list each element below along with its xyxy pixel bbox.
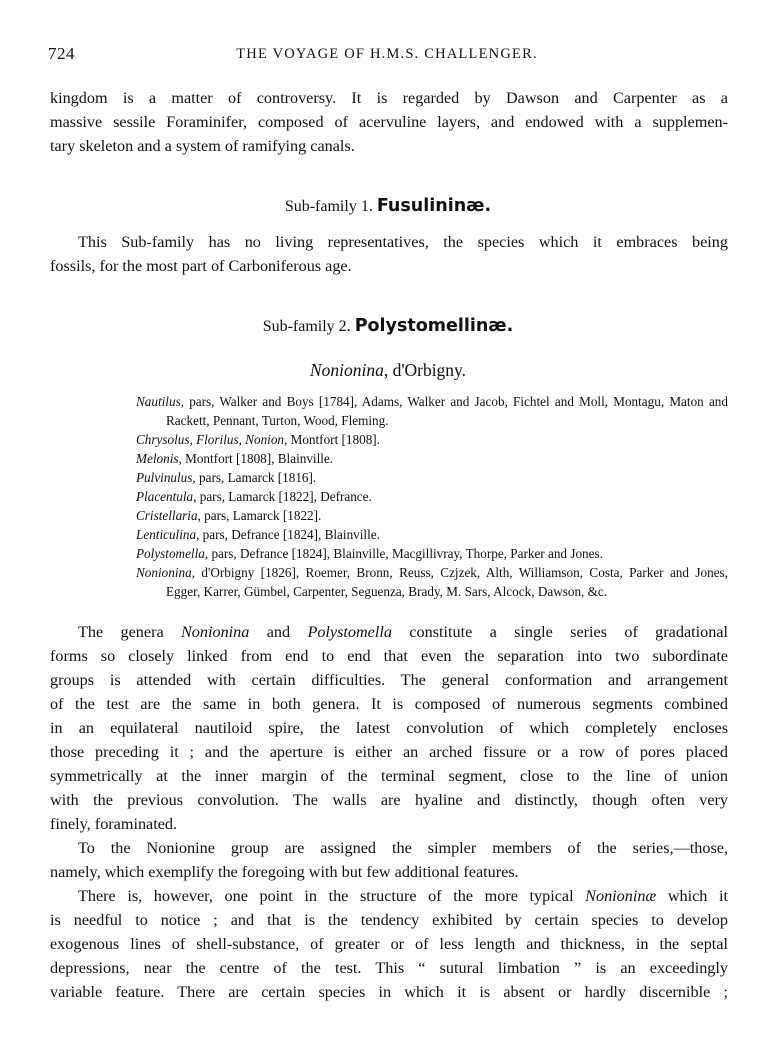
- synonym-text: , pars, Walker and Boys [1784], Adams, Walker and Jacob, Fichtel and Moll, Montagu, Maton and Rackett, Pennant, Turton, Wood, Fleming.: [166, 394, 728, 428]
- genus-heading: [0, 360, 776, 381]
- text-line: those preceding it ; and the aperture is either an arched fissure or a row of pores placed: [50, 743, 728, 761]
- text-line: is needful to notice ; and that is the tendency exhibited by certain species to develop: [50, 911, 728, 929]
- synonym-name: Placentula: [136, 489, 194, 504]
- subfamily-label: Sub-family 2.: [262, 318, 351, 335]
- text-line: tary skeleton and a system of ramifying canals.: [50, 137, 355, 155]
- text-line: depressions, near the centre of the test. This “ sutural limbation ” is an exceedingly: [50, 959, 728, 977]
- text-line: of the test are the same in both genera. It is composed of numerous segments combined: [50, 695, 728, 713]
- synonym-text: , pars, Lamarck [1822], Defrance.: [193, 489, 372, 504]
- subfamily-1-heading: [0, 196, 776, 216]
- genus-ref: Nonionina: [181, 623, 250, 641]
- synonymy-entry: [136, 525, 728, 544]
- text-line: groups is attended with certain difficulties. The general conformation and arrangement: [50, 671, 728, 689]
- page-header: [48, 44, 726, 68]
- synonymy-entry: [136, 506, 728, 525]
- synonymy-entry: [136, 487, 728, 506]
- paragraph-genera: [50, 620, 728, 836]
- genus-name: Nonionina: [309, 360, 384, 380]
- synonymy-entry: [136, 544, 728, 563]
- text-run: constitute a single series of gradational: [391, 623, 728, 641]
- genus-ref: Nonioninæ: [585, 887, 657, 905]
- text-line: kingdom is a matter of controversy. It is regarded by Dawson and Carpenter as a: [50, 89, 728, 107]
- synonym-text: , pars, Lamarck [1816].: [192, 470, 317, 485]
- synonym-name: Polystomella: [136, 546, 205, 561]
- text-line: symmetrically at the inner margin of the terminal segment, close to the line of union: [50, 767, 728, 785]
- text-run: and: [249, 623, 308, 641]
- synonymy-entry: [136, 468, 728, 487]
- synonymy-entry: [136, 449, 728, 468]
- text-line: forms so closely linked from end to end that even the separation into two subordinate: [50, 647, 728, 665]
- genus-ref: Polystomella: [307, 623, 392, 641]
- text-line: To the Nonionine group are assigned the simpler members of the series,—those,: [78, 839, 728, 857]
- subfamily-name: Polystomellinæ.: [354, 316, 514, 336]
- synonym-name: Nonionina: [136, 565, 192, 580]
- text-run: which it: [656, 887, 728, 905]
- subfamily-name: Fusulininæ.: [376, 196, 492, 216]
- text-run: There is, however, one point in the structure of the more typical: [78, 887, 586, 905]
- synonym-text: , d'Orbigny [1826], Roemer, Bronn, Reuss, Czjzek, Alth, Williamson, Costa, Parker and Jones, Egger, Karrer, Gümbel, Carpenter, Seguenza, Brady, M. Sars, Alcock, Dawson, &c.: [166, 565, 728, 599]
- subfamily-1-paragraph: [50, 230, 728, 278]
- text-line: This Sub-family has no living representatives, the species which it embraces being: [78, 233, 728, 251]
- text-line: with the previous convolution. The walls are hyaline and distinctly, though often very: [50, 791, 728, 809]
- text-line: in an equilateral nautiloid spire, the latest convolution of which completely encloses: [50, 719, 728, 737]
- subfamily-2-heading: [0, 316, 776, 336]
- page-number: 724: [48, 44, 75, 63]
- intro-paragraph: [50, 86, 728, 158]
- paragraph-sutural-limbation: [50, 884, 728, 1004]
- text-line: [50, 884, 728, 908]
- synonymy-list: [136, 392, 728, 601]
- text-line: massive sessile Foraminifer, composed of acervuline layers, and endowed with a supplemen-: [50, 113, 728, 131]
- synonym-name: Nautilus: [136, 394, 181, 409]
- synonym-text: , Montfort [1808], Blainville.: [178, 451, 334, 466]
- text-line: exogenous lines of shell-substance, of greater or of less length and thickness, in the septal: [50, 935, 728, 953]
- synonym-name: Cristellaria: [136, 508, 198, 523]
- synonym-name: Lenticulina: [136, 527, 197, 542]
- synonym-text: , pars, Defrance [1824], Blainville, Macgillivray, Thorpe, Parker and Jones.: [204, 546, 603, 561]
- synonym-name: Chrysolus, Florilus, Nonion: [136, 432, 285, 447]
- genus-authority: , d'Orbigny.: [383, 360, 467, 380]
- synonym-name: Pulvinulus: [136, 470, 193, 485]
- synonym-name: Melonis: [136, 451, 179, 466]
- text-line: finely, foraminated.: [50, 815, 178, 833]
- paragraph-nonionine-group: [50, 836, 728, 884]
- synonymy-entry: [136, 430, 728, 449]
- running-head: THE VOYAGE OF H.M.S. CHALLENGER.: [236, 46, 538, 62]
- subfamily-label: Sub-family 1.: [284, 198, 373, 215]
- text-run: The genera: [78, 623, 181, 641]
- text-line: variable feature. There are certain species in which it is absent or hardly discernible ;: [50, 983, 728, 1001]
- synonymy-entry: [136, 563, 728, 601]
- synonym-text: , Montfort [1808].: [284, 432, 380, 447]
- text-line: namely, which exemplify the foregoing with but few additional features.: [50, 863, 519, 881]
- synonym-text: , pars, Defrance [1824], Blainville.: [196, 527, 380, 542]
- text-line: [50, 620, 728, 644]
- synonym-text: , pars, Lamarck [1822].: [197, 508, 322, 523]
- text-line: fossils, for the most part of Carboniferous age.: [50, 257, 352, 275]
- synonymy-entry: [136, 392, 728, 430]
